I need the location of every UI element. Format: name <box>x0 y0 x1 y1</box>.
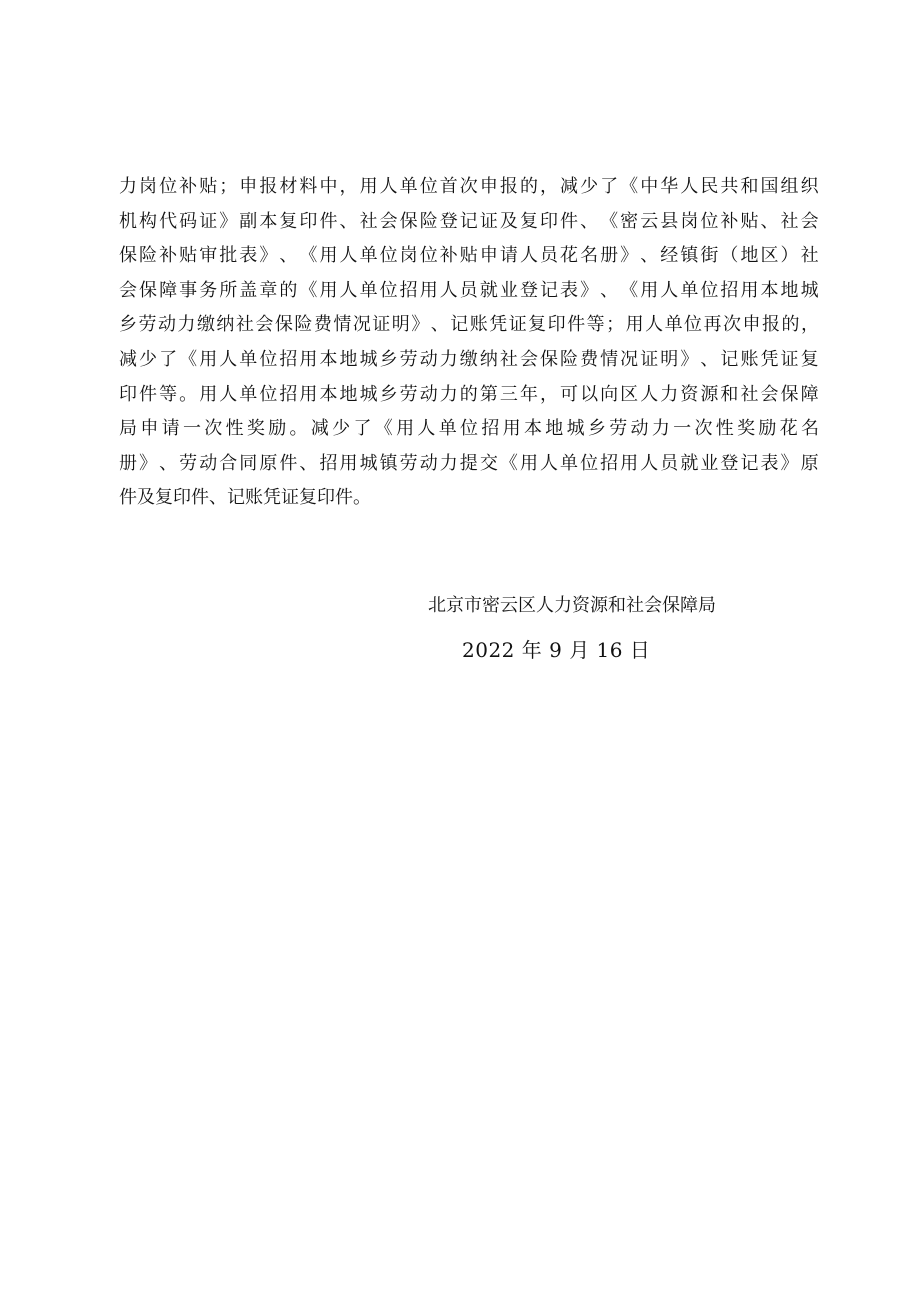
body-paragraph <box>119 170 819 516</box>
issuer-signature: 北京市密云区人力资源和社会保障局 <box>428 595 716 616</box>
paragraph-line: 力 岗 位 补 贴 ； 申 报 材 料 中 ， 用 人 单 位 首 次 申 报 的 ， 减 少 了 《 中 华 人 民 共 和 国 组 织 <box>119 176 819 197</box>
paragraph-line: 保 险 补 贴 审 批 表 》 、 《 用 人 单 位 岗 位 补 贴 申 请 人 员 花 名 册 》 、 经 镇 街 （ 地 区 ） 社 <box>119 245 819 267</box>
paragraph-line: 印 件 等 。 用 人 单 位 招 用 本 地 城 乡 劳 动 力 的 第 三 年 ， 可 以 向 区 人 力 资 源 和 社 会 保 障 <box>119 383 819 405</box>
paragraph-line: 局 申 请 一 次 性 奖 励 。 减 少 了 《 用 人 单 位 招 用 本 地 城 乡 劳 动 力 一 次 性 奖 励 花 名 <box>119 418 819 440</box>
paragraph-line: 减 少 了 《 用 人 单 位 招 用 本 地 城 乡 劳 动 力 缴 纳 社 会 保 险 费 情 况 证 明 》 、 记 账 凭 证 复 <box>119 348 819 370</box>
paragraph-line: 乡 劳 动 力 缴 纳 社 会 保 险 费 情 况 证 明 》 、 记 账 凭 证 复 印 件 等 ； 用 人 单 位 再 次 申 报 的 ， <box>119 314 819 336</box>
paragraph-line: 册 》 、 劳 动 合 同 原 件 、 招 用 城 镇 劳 动 力 提 交 《 用 人 单 位 招 用 人 员 就 业 登 记 表 》 原 <box>119 452 819 474</box>
issue-date: 2022 年 9 月 16 日 <box>462 638 651 662</box>
paragraph-line: 会 保 障 事 务 所 盖 章 的 《 用 人 单 位 招 用 人 员 就 业 登 记 表 》 、 《 用 人 单 位 招 用 本 地 城 <box>119 279 819 301</box>
paragraph-last-line: 件及复印件、记账凭证复印件。 <box>119 487 371 509</box>
paragraph-line: 机 构 代 码 证 》 副 本 复 印 件 、 社 会 保 险 登 记 证 及 复 印 件 、 《 密 云 县 岗 位 补 贴 、 社 会 <box>119 210 819 232</box>
